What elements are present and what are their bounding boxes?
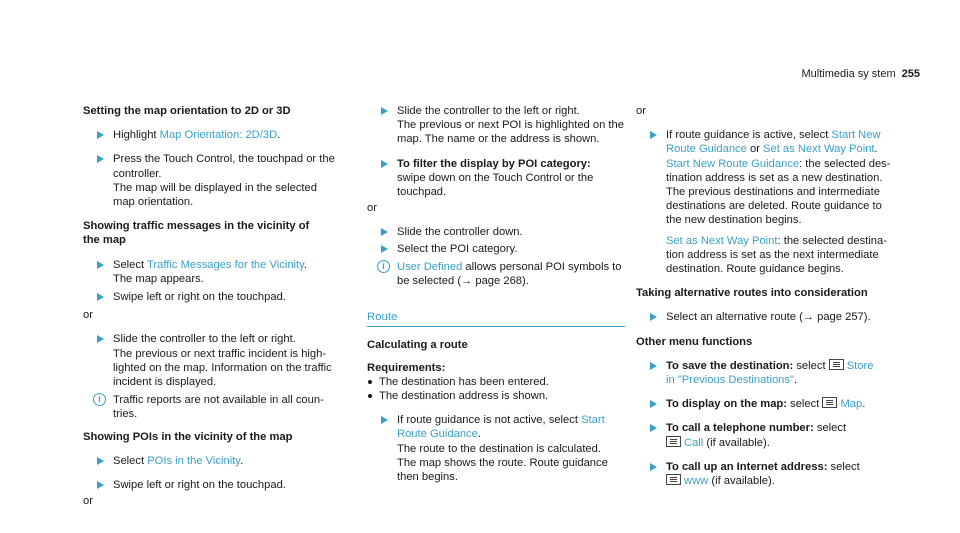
step: To call up an Internet address: select www (if available). — [636, 460, 892, 488]
triangle-arrow-icon — [97, 457, 104, 465]
menu-link-map-orientation[interactable]: Map Orientation: 2D/3D — [159, 129, 278, 142]
heading-traffic: Showing traffic messages in the vicinity of the map — [83, 220, 310, 247]
heading-pois: Showing POIs in the vicinity of the map — [83, 430, 293, 443]
triangle-arrow-icon — [650, 362, 657, 370]
column-2 — [367, 98, 625, 494]
menu-link-start-route-guidance[interactable]: Start — [581, 414, 605, 427]
triangle-arrow-icon — [97, 131, 104, 139]
menu-link-start-new-cont[interactable]: Route Guidance — [666, 143, 747, 156]
menu-link-www[interactable]: www — [684, 475, 709, 488]
step: To save the destination: select Store in "Previous Destinations". — [636, 359, 892, 387]
triangle-arrow-icon — [650, 313, 657, 321]
menu-icon — [829, 359, 844, 370]
triangle-arrow-icon — [381, 160, 388, 168]
heading-map-orientation: Setting the map orientation to 2D or 3D — [83, 105, 291, 117]
or-text: or — [636, 105, 646, 117]
triangle-arrow-icon — [97, 261, 104, 269]
menu-link-map[interactable]: Map — [840, 398, 863, 411]
note: i Traffic reports are not available in all coun- tries. — [83, 393, 351, 421]
menu-link-call[interactable]: Call — [684, 436, 704, 449]
step: Highlight Map Orientation: 2D/3D. — [83, 128, 351, 142]
menu-link-start-new[interactable]: Start New — [831, 129, 881, 142]
menu-link-start-route-guidance-cont[interactable]: Route Guidance — [397, 428, 478, 441]
menu-link-pois-vicinity[interactable]: POIs in the Vicinity — [147, 454, 241, 467]
list-item: The destination has been entered. — [367, 375, 625, 389]
list-item: The destination address is shown. — [367, 389, 625, 403]
header-title: Multimedia sy stem — [801, 68, 896, 80]
triangle-arrow-icon — [650, 463, 657, 471]
menu-link-store[interactable]: Store — [846, 359, 874, 372]
menu-icon — [666, 436, 681, 447]
menu-icon — [666, 474, 681, 485]
step: Press the Touch Control, the touchpad or the controller. The map will be displayed in the selected map orientation. — [83, 152, 351, 209]
step: Swipe left or right on the touchpad. — [83, 478, 351, 492]
section-heading-route: Route — [367, 310, 625, 327]
option-start-new-route-guidance: Start New Route Guidance — [666, 157, 800, 170]
heading-other-menu: Other menu functions — [636, 335, 753, 348]
menu-link-user-defined[interactable]: User Defined — [397, 260, 463, 273]
triangle-arrow-icon — [97, 335, 104, 343]
column-3 — [636, 98, 892, 498]
step: To call a telephone number: select Call (if available). — [636, 421, 892, 449]
info-icon: i — [93, 393, 106, 406]
step: To filter the display by POI category: swipe down on the Touch Control or the touchpad. — [367, 157, 625, 200]
menu-link-set-next-waypoint[interactable]: Set as Next Way Point — [763, 143, 875, 156]
triangle-arrow-icon — [381, 416, 388, 424]
step: Slide the controller down. — [367, 225, 625, 239]
step: Swipe left or right on the touchpad. — [83, 290, 351, 304]
heading-calculating-route: Calculating a route — [367, 339, 468, 352]
triangle-arrow-icon — [97, 293, 104, 301]
option-set-next-waypoint: Set as Next Way Point — [666, 234, 778, 247]
menu-link-traffic-messages[interactable]: Traffic Messages for the Vicinity — [147, 258, 304, 271]
triangle-arrow-icon — [650, 131, 657, 139]
note: i User Defined allows personal POI symbols to be selected (→ page 268). — [367, 260, 625, 288]
step: Slide the controller to the left or right. The previous or next POI is highlighted on the map. The name or the address is shown. — [367, 104, 625, 147]
or-text: or — [83, 309, 93, 322]
requirements-label: Requirements: — [367, 361, 446, 374]
triangle-arrow-icon — [381, 245, 388, 253]
page-number: 255 — [901, 68, 920, 80]
triangle-arrow-icon — [97, 481, 104, 489]
menu-icon — [822, 397, 837, 408]
triangle-arrow-icon — [381, 228, 388, 236]
step: Select an alternative route (→ page 257). — [636, 310, 892, 324]
heading-alternative-routes: Taking alternative routes into consideration — [636, 287, 868, 300]
step: If route guidance is active, select Start New Route Guidance or Set as Next Way Point. Start New Route Guidance: the selected des- tination address is set as a new destination. The previous destinations and intermediate destinations are deleted. Route guidance to the new destination begins. Set as Next Way Point: the selected destina- tion address is set as the next intermediate destination. Route guidance begins. — [636, 128, 892, 276]
menu-link-store-cont[interactable]: in "Previous Destinations" — [666, 374, 794, 387]
triangle-arrow-icon — [381, 107, 388, 115]
step: Slide the controller to the left or right. The previous or next traffic incident is high- lighted on the map. Information on the traffic incident is displayed. — [83, 332, 351, 389]
info-icon: i — [377, 260, 390, 273]
or-text: or — [83, 495, 93, 508]
step: Select Traffic Messages for the Vicinity. The map appears. — [83, 258, 351, 286]
step: Select the POI category. — [367, 242, 625, 256]
or-text: or — [367, 202, 377, 215]
triangle-arrow-icon — [97, 155, 104, 163]
page-header — [802, 67, 921, 81]
step: To display on the map: select Map. — [636, 397, 892, 411]
column-1 — [83, 98, 351, 508]
step: If route guidance is not active, select Start Route Guidance. The route to the destination is calculated. The map shows the route. Route guidance then begins. — [367, 413, 625, 484]
triangle-arrow-icon — [650, 400, 657, 408]
triangle-arrow-icon — [650, 424, 657, 432]
step: Select POIs in the Vicinity. — [83, 454, 351, 468]
